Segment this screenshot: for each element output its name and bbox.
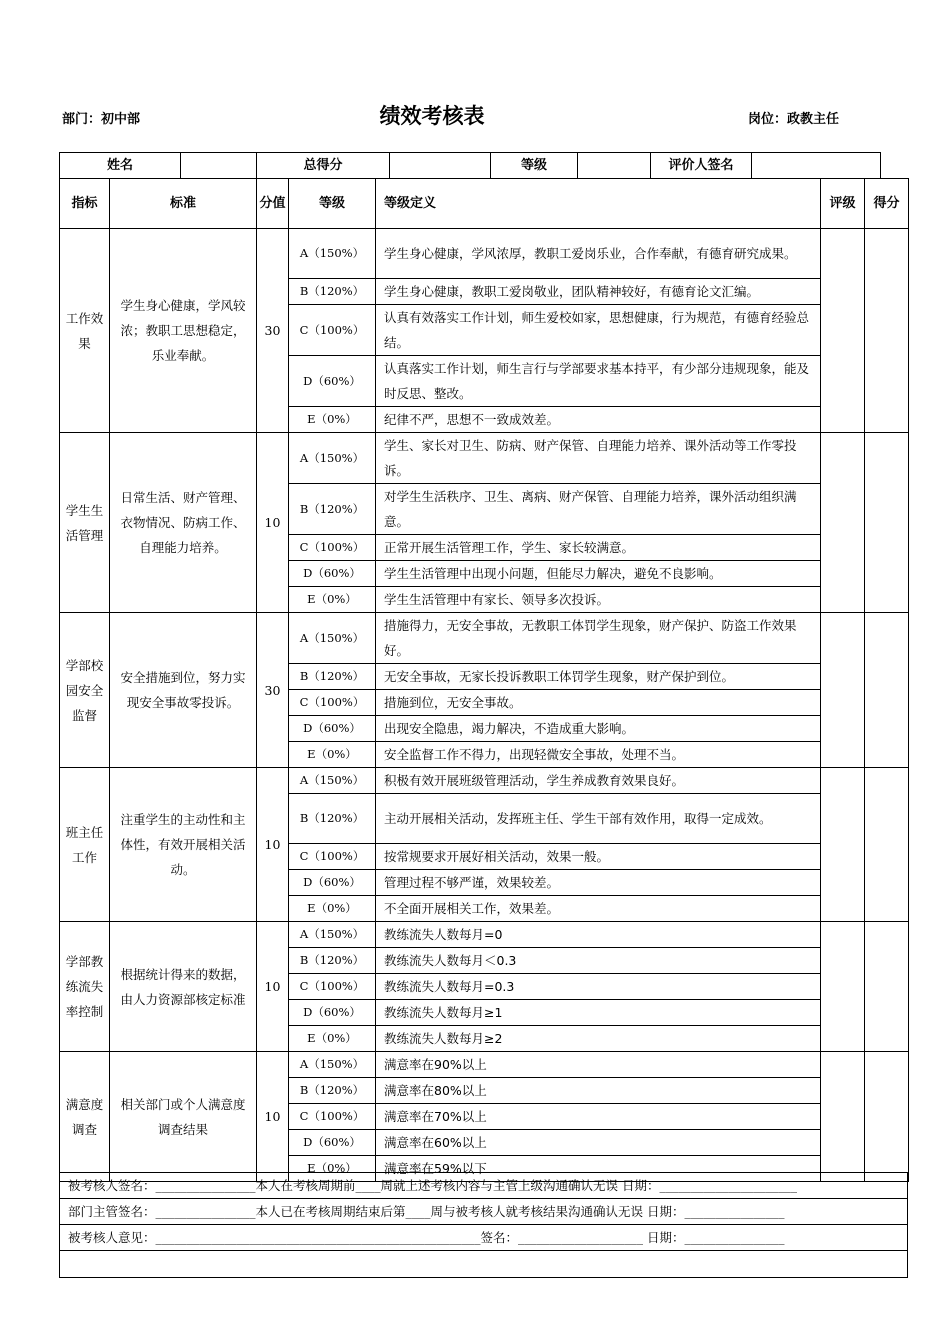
definition-cell: 认真落实工作计划，师生言行与学部要求基本持平，有少部分违规现象，能及时反思、整改。 <box>376 356 821 407</box>
score-input-cell[interactable] <box>865 922 909 1052</box>
grade-cell: A（150%） <box>289 768 376 794</box>
rating-input-cell[interactable] <box>821 613 865 768</box>
indicator-cell: 学生生活管理 <box>60 433 110 613</box>
definition-cell: 教练流失人数每月＜0.3 <box>376 948 821 974</box>
rating-input-cell[interactable] <box>821 922 865 1052</box>
grade-cell: C（100%） <box>289 690 376 716</box>
definition-cell: 主动开展相关活动，发挥班主任、学生干部有效作用，取得一定成效。 <box>376 794 821 844</box>
grade-cell: B（120%） <box>289 1078 376 1104</box>
grade-row <box>60 433 909 484</box>
grade-cell: E（0%） <box>289 896 376 922</box>
grade-cell: D（60%） <box>289 561 376 587</box>
indicator-cell: 学部校园安全监督 <box>60 613 110 768</box>
grade-cell: E（0%） <box>289 587 376 613</box>
total-score-field[interactable] <box>390 153 491 179</box>
col-indicator: 指标 <box>60 179 110 229</box>
definition-cell: 措施得力，无安全事故，无教职工体罚学生现象，财产保护、防盗工作效果好。 <box>376 613 821 664</box>
definition-cell: 无安全事故，无家长投诉教职工体罚学生现象，财产保护到位。 <box>376 664 821 690</box>
grade-row <box>60 229 909 279</box>
position-label: 岗位：政教主任 <box>748 112 840 127</box>
grade-cell: C（100%） <box>289 305 376 356</box>
definition-cell: 教练流失人数每月=0.3 <box>376 974 821 1000</box>
definition-cell: 安全监督工作不得力，出现轻微安全事故，处理不当。 <box>376 742 821 768</box>
definition-cell: 纪律不严，思想不一致成效差。 <box>376 407 821 433</box>
definition-cell: 正常开展生活管理工作，学生、家长较满意。 <box>376 535 821 561</box>
grade-cell: E（0%） <box>289 407 376 433</box>
score-input-cell[interactable] <box>865 768 909 922</box>
grade-label: 等级 <box>491 153 578 179</box>
definition-cell: 教练流失人数每月≥2 <box>376 1026 821 1052</box>
grade-cell: D（60%） <box>289 870 376 896</box>
grade-cell: B（120%） <box>289 948 376 974</box>
col-score: 得分 <box>865 179 909 229</box>
grade-cell: D（60%） <box>289 356 376 407</box>
standard-cell: 学生身心健康，学风较浓；教职工思想稳定，乐业奉献。 <box>110 229 257 433</box>
grade-cell: C（100%） <box>289 844 376 870</box>
grade-cell: D（60%） <box>289 1130 376 1156</box>
definition-cell: 对学生生活秩序、卫生、离病、财产保管、自理能力培养，课外活动组织满意。 <box>376 484 821 535</box>
standard-cell: 日常生活、财产管理、衣物情况、防病工作、自理能力培养。 <box>110 433 257 613</box>
grade-cell: C（100%） <box>289 974 376 1000</box>
rating-input-cell[interactable] <box>821 433 865 613</box>
grade-cell: B（120%） <box>289 664 376 690</box>
grade-cell: D（60%） <box>289 1000 376 1026</box>
standard-cell: 根据统计得来的数据，由人力资源部核定标准 <box>110 922 257 1052</box>
grade-cell: A（150%） <box>289 613 376 664</box>
definition-cell: 教练流失人数每月≥1 <box>376 1000 821 1026</box>
value-cell: 30 <box>257 229 289 433</box>
col-standard: 标准 <box>110 179 257 229</box>
indicator-cell: 满意度调查 <box>60 1052 110 1182</box>
col-definition: 等级定义 <box>376 179 821 229</box>
definition-cell: 满意率在70%以上 <box>376 1104 821 1130</box>
score-input-cell[interactable] <box>865 433 909 613</box>
department-label: 部门：初中部 <box>62 112 141 127</box>
definition-cell: 学生身心健康，学风浓厚，教职工爱岗乐业，合作奉献，有德育研究成果。 <box>376 229 821 279</box>
grade-cell: B（120%） <box>289 279 376 305</box>
col-grade: 等级 <box>289 179 376 229</box>
score-input-cell[interactable] <box>865 1052 909 1182</box>
col-value: 分值 <box>257 179 289 229</box>
score-input-cell[interactable] <box>865 613 909 768</box>
grade-row <box>60 768 909 794</box>
grade-cell: E（0%） <box>289 1026 376 1052</box>
reviewee-signature-line[interactable]: 被考核人签名：________________本人在考核周期前____周就上述考核内容与主管上级沟通确认无误 日期：______________________ <box>60 1173 908 1199</box>
standard-cell: 注重学生的主动性和主体性，有效开展相关活动。 <box>110 768 257 922</box>
column-header-row <box>60 179 909 229</box>
definition-cell: 满意率在90%以上 <box>376 1052 821 1078</box>
indicator-cell: 学部教练流失率控制 <box>60 922 110 1052</box>
definition-cell: 学生身心健康，教职工爱岗敬业，团队精神较好，有德育论文汇编。 <box>376 279 821 305</box>
definition-cell: 按常规要求开展好相关活动，效果一般。 <box>376 844 821 870</box>
rating-input-cell[interactable] <box>821 768 865 922</box>
form-title: 绩效考核表 <box>379 104 485 128</box>
signature-table <box>59 1172 908 1278</box>
value-cell: 10 <box>257 433 289 613</box>
standard-cell: 安全措施到位，努力实现安全事故零投诉。 <box>110 613 257 768</box>
grade-cell: C（100%） <box>289 535 376 561</box>
definition-cell: 教练流失人数每月=0 <box>376 922 821 948</box>
definition-cell: 学生、家长对卫生、防病、财产保管、自理能力培养、课外活动等工作零投诉。 <box>376 433 821 484</box>
definition-cell: 认真有效落实工作计划，师生爱校如家，思想健康，行为规范，有德育经验总结。 <box>376 305 821 356</box>
definition-cell: 满意率在59%以下 <box>376 1156 821 1182</box>
definition-cell: 满意率在60%以上 <box>376 1130 821 1156</box>
standard-cell: 相关部门或个人满意度调查结果 <box>110 1052 257 1182</box>
info-row-table <box>59 152 881 179</box>
definition-cell: 积极有效开展班级管理活动，学生养成教育效果良好。 <box>376 768 821 794</box>
grade-cell: B（120%） <box>289 794 376 844</box>
definition-cell: 学生生活管理中有家长、领导多次投诉。 <box>376 587 821 613</box>
grade-cell: A（150%） <box>289 433 376 484</box>
grade-cell: B（120%） <box>289 484 376 535</box>
definition-cell: 措施到位，无安全事故。 <box>376 690 821 716</box>
score-input-cell[interactable] <box>865 229 909 433</box>
definition-cell: 管理过程不够严谨，效果较差。 <box>376 870 821 896</box>
value-cell: 30 <box>257 613 289 768</box>
evaluation-table <box>59 178 909 1182</box>
grade-cell: A（150%） <box>289 922 376 948</box>
total-score-label: 总得分 <box>257 153 390 179</box>
definition-cell: 学生生活管理中出现小问题，但能尽力解决，避免不良影响。 <box>376 561 821 587</box>
definition-cell: 满意率在80%以上 <box>376 1078 821 1104</box>
name-label: 姓名 <box>60 153 181 179</box>
indicator-cell: 工作效果 <box>60 229 110 433</box>
value-cell: 10 <box>257 768 289 922</box>
grade-cell: E（0%） <box>289 742 376 768</box>
name-field[interactable] <box>181 153 257 179</box>
definition-cell: 出现安全隐患，竭力解决，不造成重大影响。 <box>376 716 821 742</box>
value-cell: 10 <box>257 922 289 1052</box>
rating-input-cell[interactable] <box>821 1052 865 1182</box>
indicator-cell: 班主任工作 <box>60 768 110 922</box>
supervisor-signature-line[interactable]: 部门主管签名：________________本人已在考核周期结束后第____周与被考核人就考核结果沟通确认无误 日期：________________ <box>60 1199 908 1225</box>
grade-row <box>60 613 909 664</box>
col-rating: 评级 <box>821 179 865 229</box>
grade-cell: A（150%） <box>289 229 376 279</box>
grade-cell: A（150%） <box>289 1052 376 1078</box>
grade-row <box>60 922 909 948</box>
grade-field[interactable] <box>578 153 651 179</box>
grade-cell: C（100%） <box>289 1104 376 1130</box>
reviewee-opinion-line[interactable]: 被考核人意见：____________________________________________________签名：____________________ 日期：________________ <box>60 1225 908 1251</box>
evaluator-label: 评价人签名 <box>651 153 752 179</box>
evaluator-signature-field[interactable] <box>752 153 881 179</box>
grade-row <box>60 1052 909 1078</box>
blank-comment-row[interactable] <box>60 1251 908 1278</box>
definition-cell: 不全面开展相关工作，效果差。 <box>376 896 821 922</box>
value-cell: 10 <box>257 1052 289 1182</box>
grade-cell: D（60%） <box>289 716 376 742</box>
rating-input-cell[interactable] <box>821 229 865 433</box>
grade-cell: E（0%） <box>289 1156 376 1182</box>
